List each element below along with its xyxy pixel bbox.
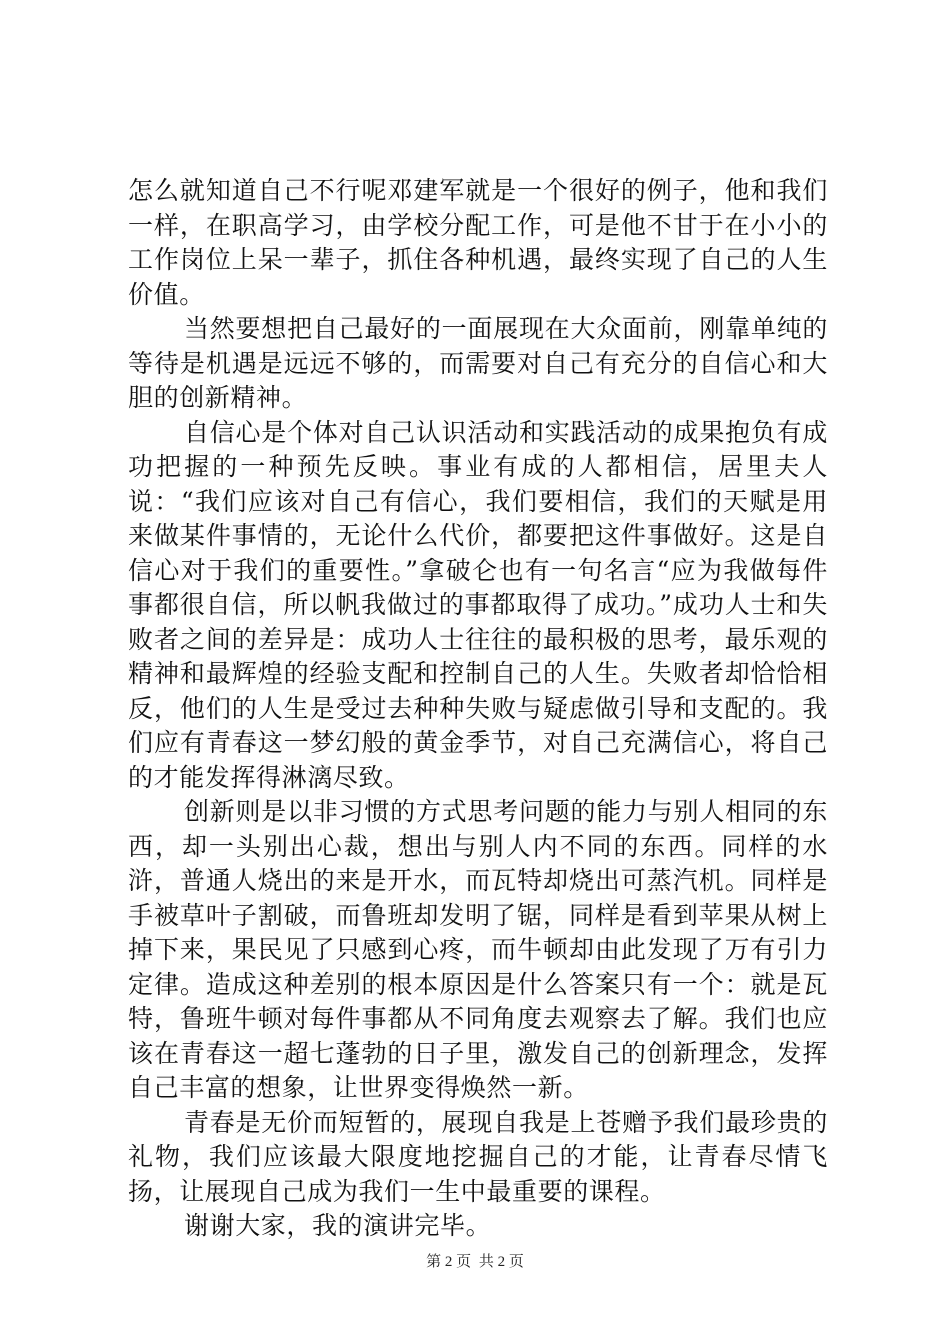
paragraph-6: 谢谢大家，我的演讲完毕。 bbox=[184, 1211, 492, 1240]
paragraph-1: 怎么就知道自己不行呢邓建军就是一个很好的例子，他和我们一样，在职高学习，由学校分配工作，可是他不甘于在小小的工作岗位上呆一辈子，抓住各种机遇，最终实现了自己的人生价值。 bbox=[128, 176, 828, 309]
body-text bbox=[128, 174, 828, 1244]
paragraph-2: 当然要想把自己最好的一面展现在大众面前，刚靠单纯的等待是机遇是远远不够的，而需要对自己有充分的自信心和大胆的创新精神。 bbox=[128, 314, 828, 412]
paragraph-5: 青春是无价而短暂的，展现自我是上苍赠予我们最珍贵的礼物，我们应该最大限度地挖掘自己的才能，让青春尽情飞扬，让展现自己成为我们一生中最重要的课程。 bbox=[128, 1107, 828, 1206]
paragraph-4: 创新则是以非习惯的方式思考问题的能力与别人相同的东西，却一头别出心裁，想出与别人内不同的东西。同样的水浒，普通人烧出的来是开水，而瓦特却烧出可蒸汽机。同样是手被草叶子割破，而鲁班却发明了锯，同样是看到苹果从树上掉下来，果民见了只感到心疼，而牛顿却由此发现了万有引力定律。造成这种差别的根本原因是什么答案只有一个：就是瓦特，鲁班牛顿对每件事都从不同角度去观察去了解。我们也应该在青春这一超七蓬勃的日子里，激发自己的创新理念，发挥自己丰富的想象，让世界变得焕然一新。 bbox=[128, 797, 828, 1102]
page-footer bbox=[0, 1250, 950, 1271]
page-total: 共 2 页 bbox=[478, 1254, 524, 1270]
paragraph-3: 自信心是个体对自己认识活动和实践活动的成果抱负有成功把握的一种预先反映。事业有成的人都相信，居里夫人说：“我们应该对自己有信心，我们要相信，我们的天赋是用来做某件事情的，无论什么代价，都要把这件事做好。这是自信心对于我们的重要性。”拿破仑也有一句名言“应为我做每件事都很自信，所以帆我做过的事都取得了成功。”成功人士和失败者之间的差异是：成功人士往往的最积极的思考，最乐观的精神和最辉煌的经验支配和控制自己的人生。失败者却恰恰相反，他们的人生是受过去种种失败与疑虑做引导和支配的。我们应有青春这一梦幻般的黄金季节，对自己充满信心，将自己的才能发挥得淋漓尽致。 bbox=[128, 417, 828, 792]
page-number: 第 2 页 bbox=[426, 1254, 472, 1270]
